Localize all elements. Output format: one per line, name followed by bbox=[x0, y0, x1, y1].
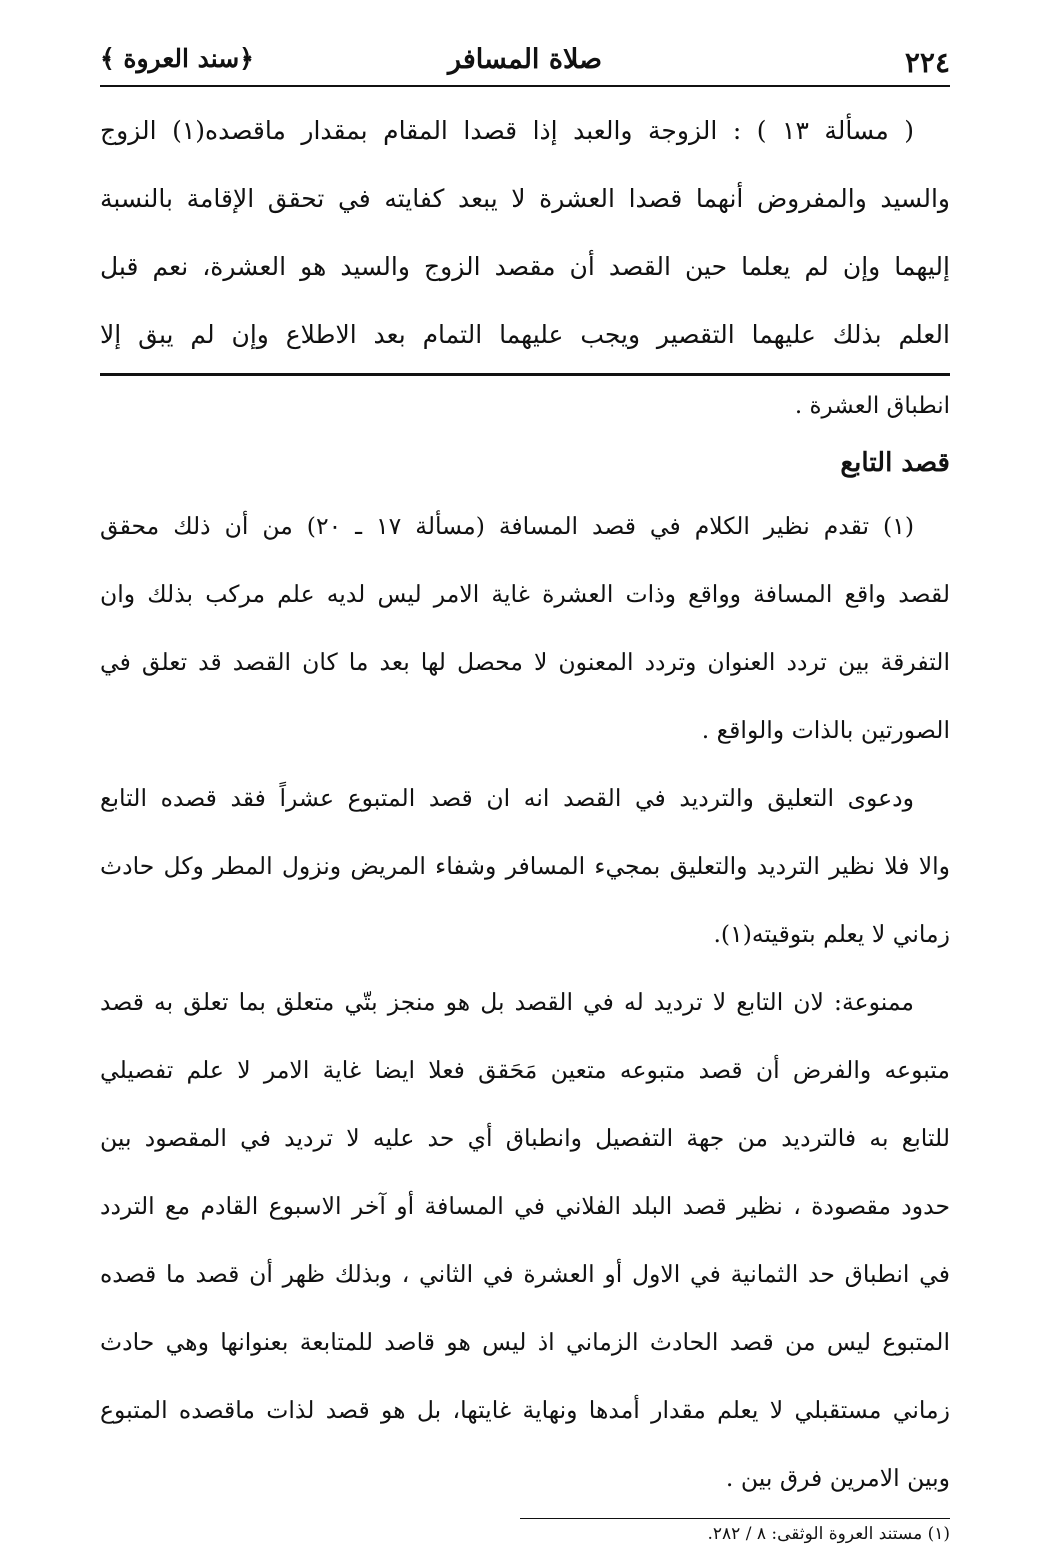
commentary-line: متبوعه والفرض أن قصد متبوعه متعين مَحَقق فعلا ايضا غاية الامر لا علم تفصيلي bbox=[100, 1056, 950, 1084]
commentary-line: لقصد واقع المسافة وواقع وذات العشرة غاية الامر ليس لديه علم مركب بذلك وان bbox=[100, 580, 950, 608]
commentary-line: للتابع به فالترديد من جهة التفصيل وانطباق أي حد عليه لا ترديد في المقصود بين bbox=[100, 1124, 950, 1152]
commentary-paragraph-1 bbox=[100, 492, 950, 764]
commentary-line: التفرقة بين تردد العنوان وتردد المعنون لا محصل لها بعد ما كان القصد قد تعلق في bbox=[100, 648, 950, 676]
commentary-line: (١) تقدم نظير الكلام في قصد المسافة (مسألة ١٧ ـ ٢٠) من أن ذلك محقق bbox=[100, 512, 914, 540]
commentary-paragraph-2 bbox=[100, 764, 950, 968]
commentary-line: ممنوعة: لان التابع لا ترديد له في القصد بل هو منجز بتّي متعلق بما تعلق به قصد bbox=[100, 988, 914, 1016]
book-title: ﴿سند العروة ﴾ bbox=[100, 44, 254, 73]
main-text-tail: انطباق العشرة . bbox=[794, 393, 950, 419]
main-text bbox=[100, 97, 950, 369]
page bbox=[100, 30, 950, 1544]
page-number: ٢٢٤ bbox=[904, 46, 950, 79]
footnote: (١) مستند العروة الوثقى: ٨ / ٢٨٢. bbox=[707, 1524, 950, 1544]
page-header bbox=[100, 30, 950, 87]
section-heading: قصد التابع bbox=[840, 448, 950, 478]
commentary-paragraph-3 bbox=[100, 968, 950, 1512]
commentary-line: حدود مقصودة ، نظير قصد البلد الفلاني في المسافة أو آخر الاسبوع القادم مع التردد bbox=[100, 1192, 950, 1220]
commentary-line: وبين الامرين فرق بين . bbox=[725, 1464, 950, 1492]
section-divider bbox=[100, 373, 950, 376]
commentary-line: في انطباق حد الثمانية في الاول أو العشرة في الثاني ، وبذلك ظهر أن قصد ما قصده bbox=[100, 1260, 950, 1288]
commentary-line: زماني لا يعلم بتوقيته(١). bbox=[713, 920, 950, 948]
main-text-line: ( مسألة ١٣ ) : الزوجة والعبد إذا قصدا المقام بمقدار ماقصده(١) الزوج bbox=[100, 116, 915, 145]
commentary-line: الصورتين بالذات والواقع . bbox=[701, 716, 950, 744]
main-text-line: إليهما وإن لم يعلما حين القصد أن مقصد الزوج والسيد هو العشرة، نعم قبل bbox=[100, 252, 950, 281]
commentary-line: والا فلا نظير الترديد والتعليق بمجيء المسافر وشفاء المريض ونزول المطر وكل حادث bbox=[100, 852, 950, 880]
main-text-line: والسيد والمفروض أنهما قصدا العشرة لا يبعد كفايته في تحقق الإقامة بالنسبة bbox=[100, 184, 950, 213]
main-text-line: العلم بذلك عليهما التقصير ويجب عليهما التمام بعد الاطلاع وإن لم يبق إلا bbox=[100, 320, 950, 349]
commentary-line: ودعوى التعليق والترديد في القصد انه ان قصد المتبوع عشراً فقد قصده التابع bbox=[100, 784, 914, 812]
chapter-title: صلاة المسافر bbox=[447, 44, 603, 75]
commentary-line: زماني مستقبلي لا يعلم مقدار أمدها ونهاية غايتها، بل هو قصد لذات ماقصده المتبوع bbox=[100, 1396, 950, 1424]
commentary-line: المتبوع ليس من قصد الحادث الزماني اذ ليس هو قاصد للمتابعة بعنوانها وهي حادث bbox=[100, 1328, 950, 1356]
